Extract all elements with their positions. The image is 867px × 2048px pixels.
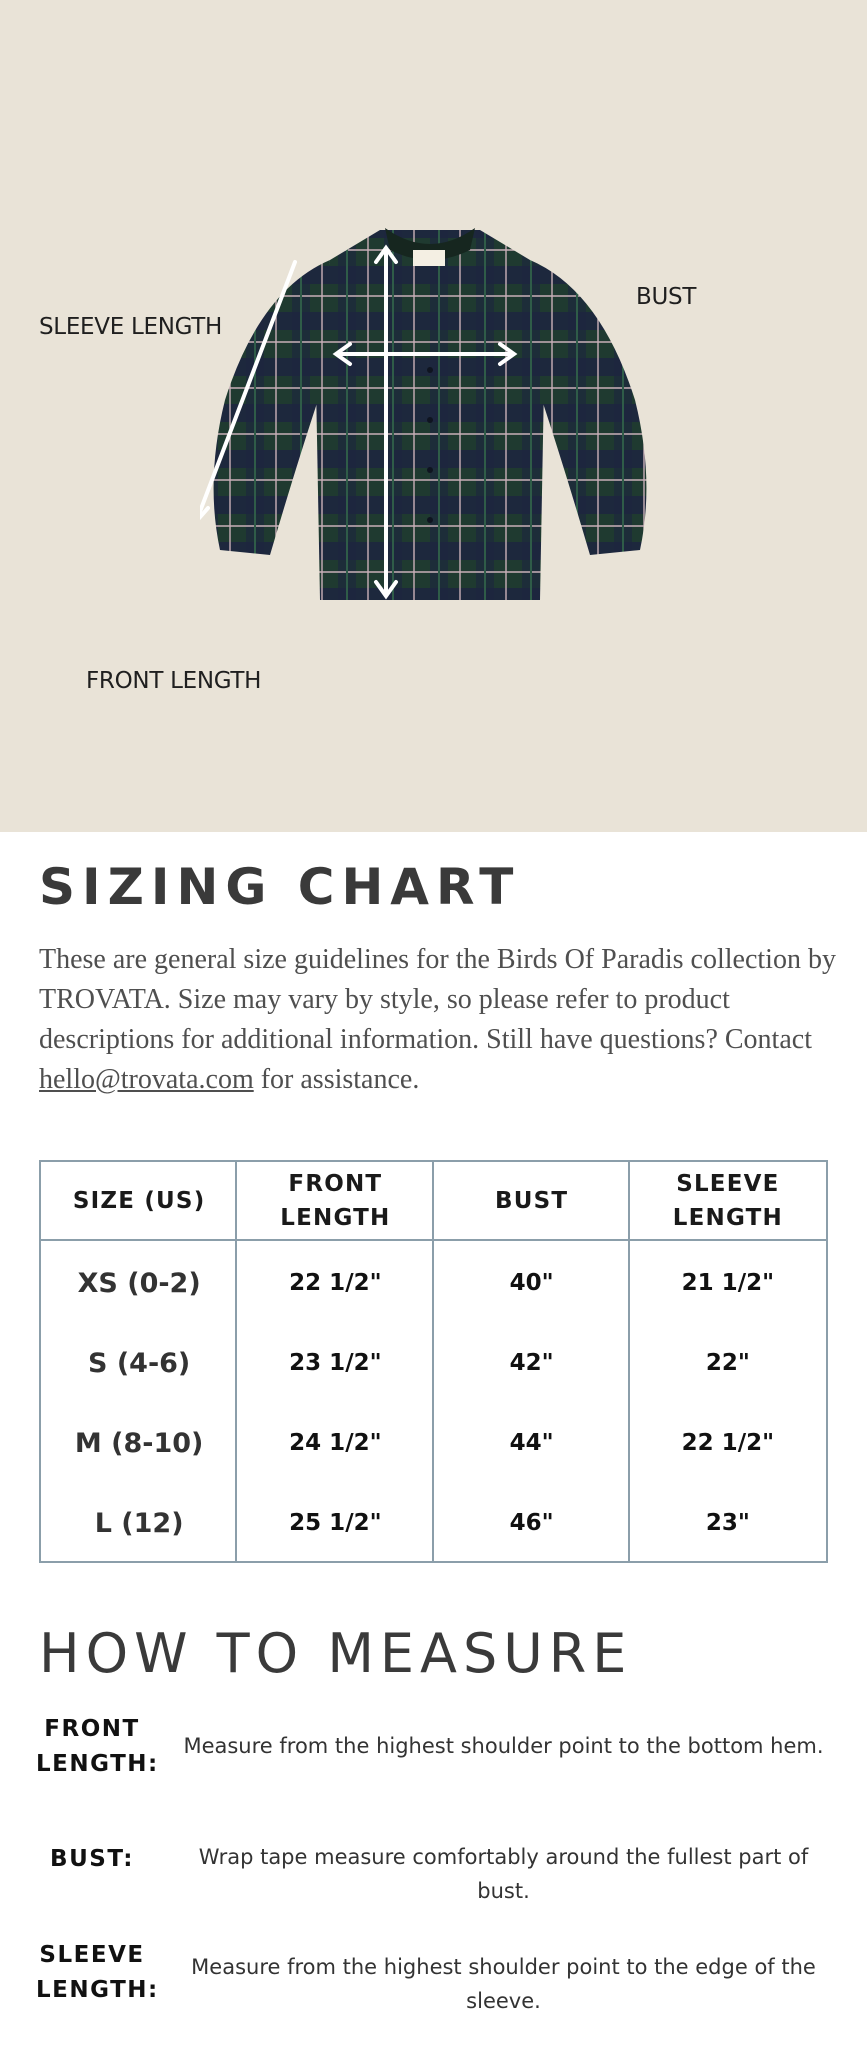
measure-description: Measure from the highest shoulder point to the edge of the sleeve. [191,1955,816,2013]
how-to-measure-title: HOW TO MEASURE [39,1622,633,1685]
front-length-label: FRONT LENGTH [86,668,262,694]
sizing-intro [39,940,839,1100]
table-row [41,1243,826,1323]
table-header-row [41,1162,826,1241]
sleeve-length-cell: 23" [705,1510,750,1536]
header-size: SIZE (US) [72,1187,206,1214]
measure-description: Measure from the highest shoulder point to the bottom hem. [183,1734,824,1758]
bust-cell: 40" [509,1270,554,1296]
table-row [41,1323,826,1403]
contact-email-link[interactable]: hello@trovata.com [39,1064,254,1095]
sleeve-length-cell: 22 1/2" [681,1430,775,1456]
bust-cell: 44" [509,1430,554,1456]
size-cell: S (4-6) [87,1347,191,1379]
sleeve-length-cell: 21 1/2" [681,1270,775,1296]
table-row [41,1403,826,1483]
front-length-cell: 25 1/2" [289,1510,382,1536]
size-cell: XS (0-2) [77,1267,201,1299]
sizing-chart-title: SIZING CHART [39,858,521,916]
sleeve-length-cell: 22" [705,1350,750,1376]
table-row [41,1483,826,1563]
front-length-cell: 24 1/2" [289,1430,382,1456]
header-front-length: FRONT LENGTH [280,1170,391,1231]
sleeve-length-label: SLEEVE LENGTH [39,314,223,340]
intro-text: These are general size guidelines for the Birds Of Paradis collection by TROVATA. Size may vary by style, so please refer to product descriptions for additional information. Still have questions? Contact [39,944,836,1055]
front-length-cell: 23 1/2" [289,1350,382,1376]
measure-label: SLEEVE LENGTH: [36,1942,159,2003]
bust-cell: 46" [509,1510,554,1536]
front-length-cell: 22 1/2" [289,1270,382,1296]
measure-description: Wrap tape measure comfortably around the fullest part of bust. [198,1845,809,1903]
size-cell: M (8-10) [74,1427,204,1459]
bust-label: BUST [636,284,697,310]
measure-label: BUST: [50,1846,134,1872]
product-hero [0,0,867,832]
header-sleeve-length: SLEEVE LENGTH [672,1170,783,1231]
plaid-shirt-illustration [200,220,670,610]
measure-label: FRONT LENGTH: [36,1716,159,1777]
intro-suffix: for assistance. [253,1064,420,1095]
sizing-table [39,1160,828,1563]
size-cell: L (12) [94,1507,184,1539]
header-bust: BUST [494,1187,569,1214]
bust-cell: 42" [509,1350,554,1376]
